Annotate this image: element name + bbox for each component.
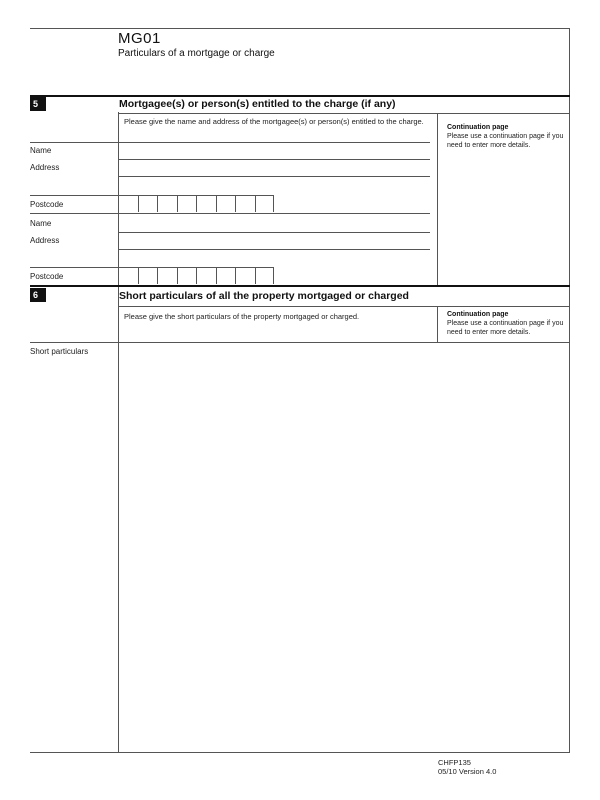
section-6-continuation-note [447, 310, 565, 337]
postcode-label-1: Postcode [30, 200, 64, 209]
section-6-title-underline [118, 306, 570, 307]
postcode-cell [157, 268, 158, 284]
bottom-rule [30, 752, 570, 753]
footer-code: CHFP135 [438, 758, 471, 767]
postcode-field-2[interactable] [118, 268, 274, 284]
postcode-cell [138, 196, 139, 212]
section-5-continuation-note [447, 123, 565, 150]
postcode-cell [235, 196, 236, 212]
section-6-continuation-title: Continuation page [447, 311, 509, 318]
postcode-cell [196, 196, 197, 212]
section-5-continuation-text: Please use a continuation page if you need to enter more details. [447, 133, 564, 149]
postcode-field-1[interactable] [118, 196, 274, 212]
postcode-cell [157, 196, 158, 212]
mortgagee-address-line-1-field-2[interactable] [120, 233, 430, 249]
name-label-2: Name [30, 219, 52, 228]
top-rule [30, 28, 570, 29]
name-label-1: Name [30, 146, 52, 155]
section-5-title-underline [118, 113, 570, 114]
postcode-cell [273, 196, 274, 212]
form-code: MG01 [118, 30, 161, 47]
mortgagee-name-field-2[interactable] [120, 214, 430, 230]
mortgagee-address-line-1-field-1[interactable] [120, 160, 430, 176]
postcode-cell [255, 196, 256, 212]
postcode-cell [177, 196, 178, 212]
address-label-1: Address [30, 163, 60, 172]
section-6-rule [30, 285, 570, 287]
section-5-instruction: Please give the name and address of the mortgagee(s) or person(s) entitled to the charge. [124, 117, 424, 126]
row-divider [30, 267, 118, 268]
section-6-continuation-divider [437, 306, 438, 342]
form-title: Particulars of a mortgage or charge [118, 48, 275, 59]
section-6-instruction: Please give the short particulars of the property mortgaged or charged. [124, 312, 360, 321]
postcode-cell [273, 268, 274, 284]
mortgagee-name-field-1[interactable] [120, 143, 430, 159]
section-6-continuation-text: Please use a continuation page if you need to enter more details. [447, 320, 564, 336]
postcode-cell [255, 268, 256, 284]
postcode-cell [216, 196, 217, 212]
postcode-label-2: Postcode [30, 272, 64, 281]
section-5-rule [30, 95, 570, 97]
postcode-cell [196, 268, 197, 284]
mortgagee-address-line-2-field-2[interactable] [120, 250, 430, 266]
section-5-continuation-title: Continuation page [447, 124, 509, 131]
postcode-cell [177, 268, 178, 284]
short-particulars-field[interactable] [120, 344, 568, 750]
short-particulars-top-rule [30, 342, 570, 343]
postcode-cell [216, 268, 217, 284]
postcode-cell [138, 268, 139, 284]
section-5-continuation-divider [437, 113, 438, 285]
section-5-title: Mortgagee(s) or person(s) entitled to the charge (if any) [119, 98, 396, 110]
section-5-number: 5 [30, 97, 46, 111]
address-label-2: Address [30, 236, 60, 245]
page-right-border [569, 28, 570, 752]
row-divider [30, 195, 118, 196]
postcode-cell [235, 268, 236, 284]
section-6-number: 6 [30, 288, 46, 302]
section-6-title: Short particulars of all the property mortgaged or charged [119, 290, 409, 302]
footer-version: 05/10 Version 4.0 [438, 767, 497, 776]
mortgagee-address-line-2-field-1[interactable] [120, 177, 430, 193]
short-particulars-label: Short particulars [30, 347, 89, 356]
